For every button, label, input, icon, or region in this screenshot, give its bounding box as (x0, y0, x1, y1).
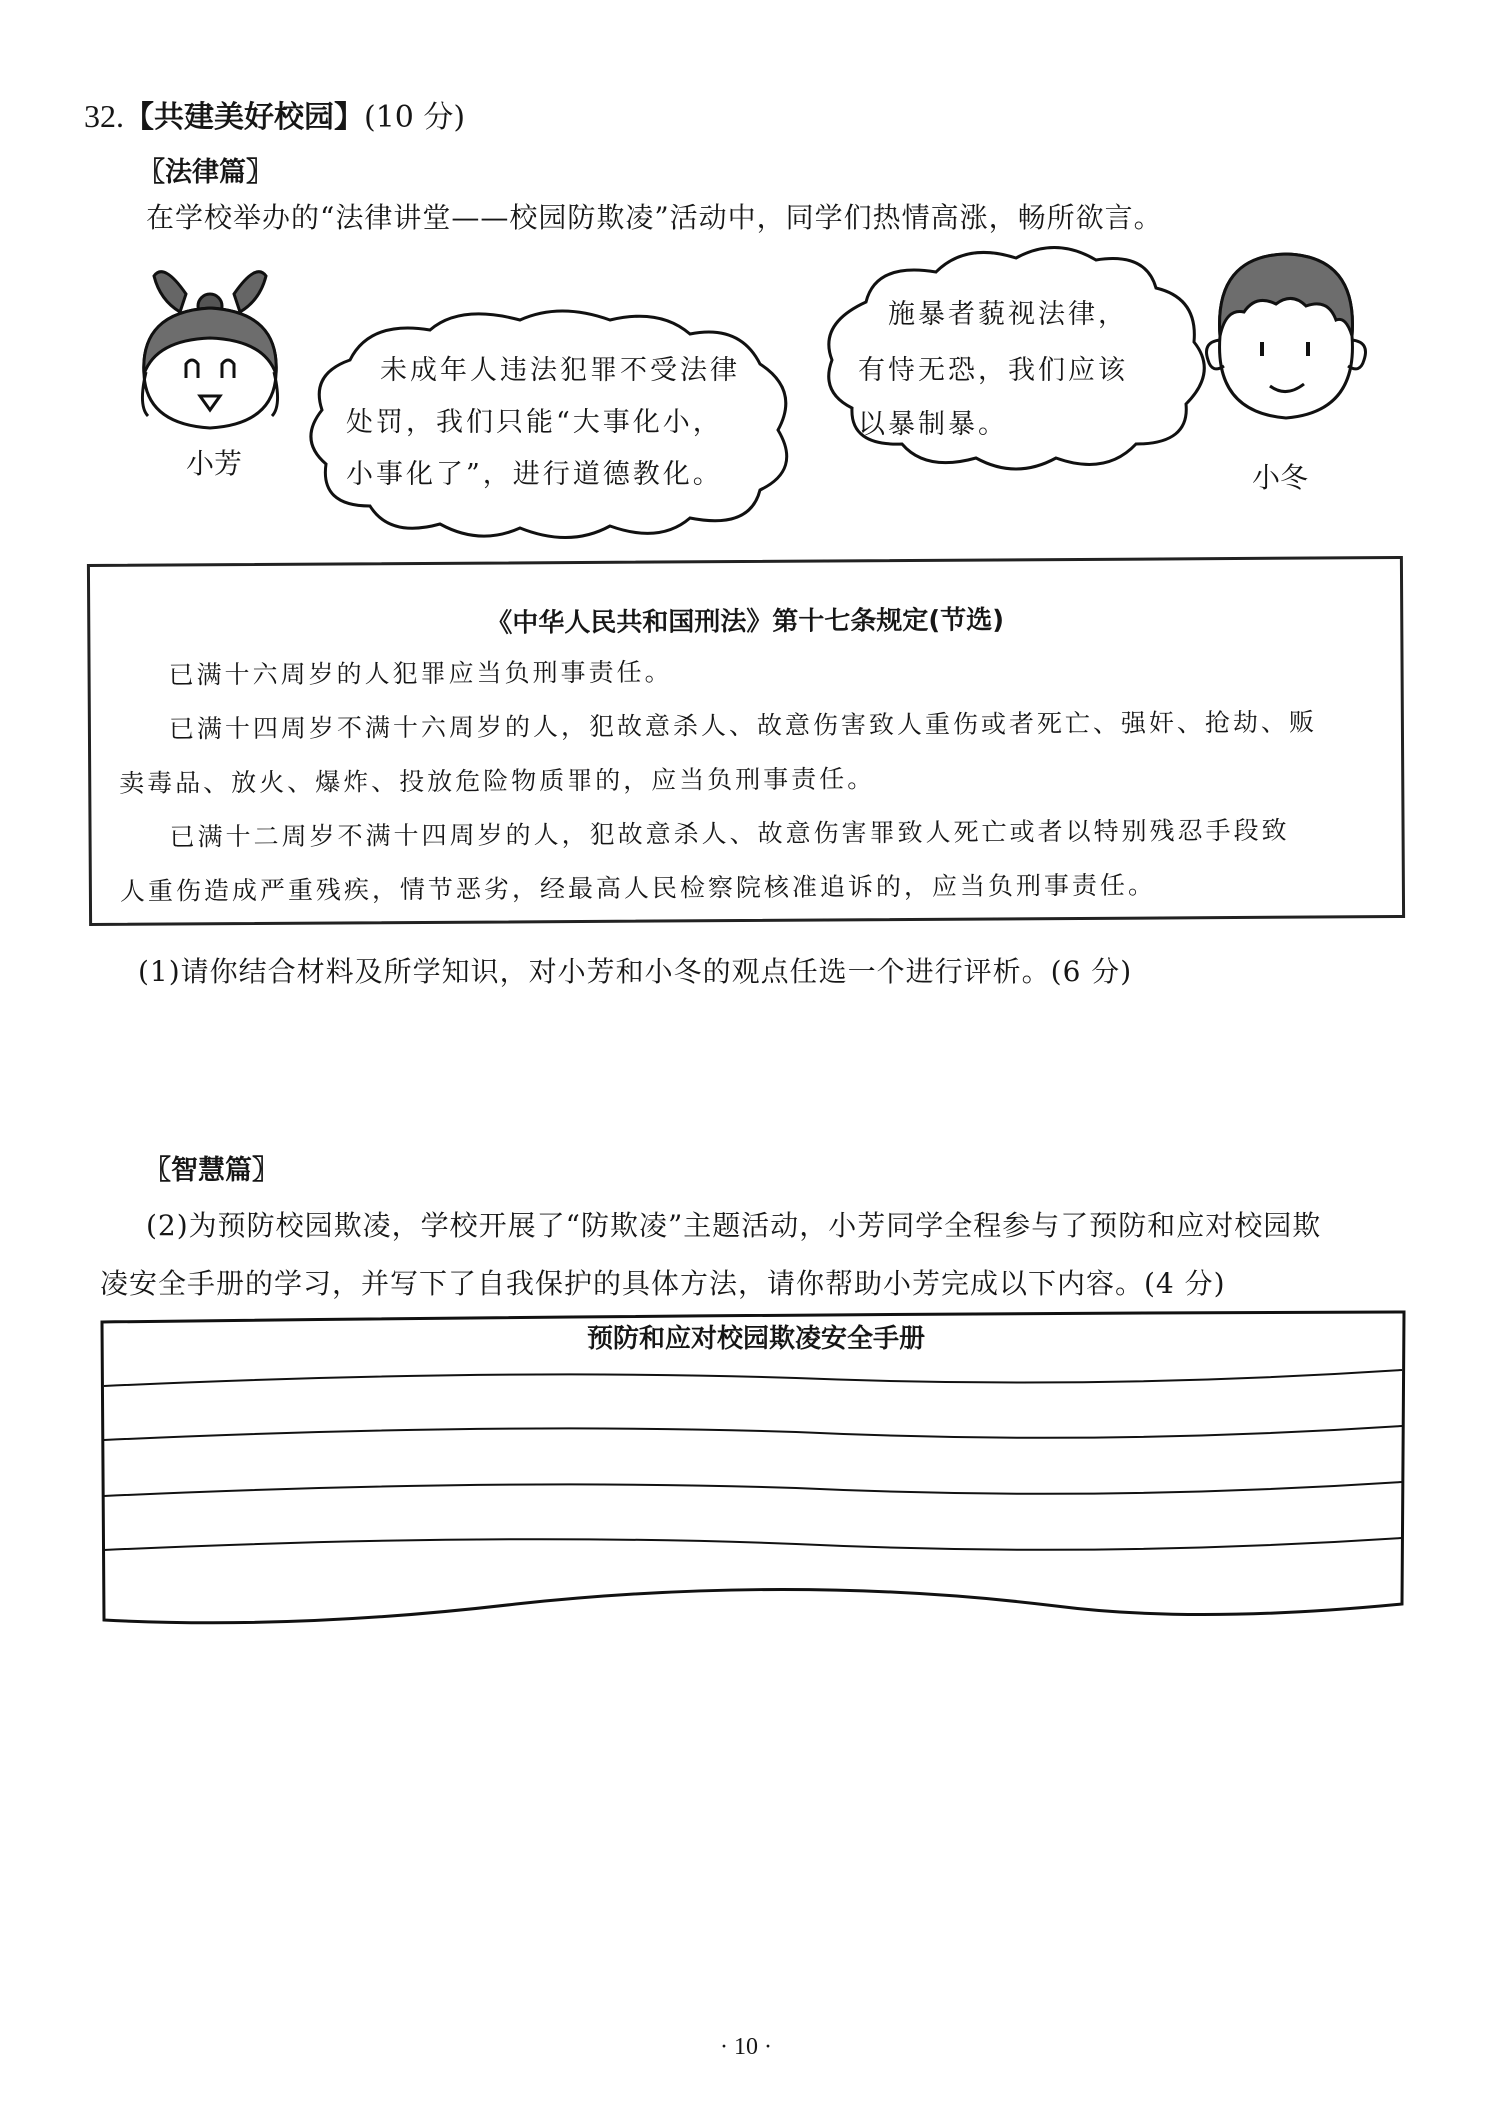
law-paragraph-2-line-2: 卖毒品、放火、爆炸、投放危险物质罪的，应当负刑事责任。 (119, 764, 876, 798)
sub-question-2-line-2: 凌安全手册的学习，并写下了自我保护的具体方法，请你帮助小芳完成以下内容。(4 分) (100, 1267, 1226, 1300)
wisdom-section-label: 〖智慧篇〗 (144, 1155, 279, 1186)
law-excerpt-title: 《中华人民共和国刑法》第十七条规定(节选) (486, 605, 1005, 639)
law-excerpt-box (87, 556, 1405, 926)
law-paragraph-2-line-1: 已满十四周岁不满十六周岁的人，犯故意杀人、故意伤害致人重伤或者死亡、强奸、抢劫、贩 (168, 707, 1317, 744)
xiaodong-name: 小冬 (1252, 461, 1309, 494)
xiaofang-speech-line-2: 处罚，我们只能“大事化小， (346, 407, 723, 438)
law-section-intro: 在学校举办的“法律讲堂——校园防欺凌”活动中，同学们热情高涨，畅所欲言。 (146, 201, 1163, 234)
xiaodong-speech-line-1: 施暴者藐视法律， (888, 299, 1128, 330)
law-paragraph-3-line-1: 已满十二周岁不满十四周岁的人，犯故意杀人、故意伤害罪致人死亡或者以特别残忍手段致 (169, 815, 1290, 852)
law-paragraph-1-line-1: 已满十六周岁的人犯罪应当负刑事责任。 (168, 657, 673, 690)
sub-question-1: (1)请你结合材料及所学知识，对小芳和小冬的观点任选一个进行评析。(6 分) (138, 955, 1133, 988)
page-number: · 10 · (720, 2034, 772, 2060)
law-paragraph-3 (119, 803, 1380, 919)
law-paragraph-2 (119, 695, 1380, 811)
law-section-label: 〖法律篇〗 (138, 157, 273, 188)
question-points: (10 分) (364, 100, 466, 135)
xiaodong-speech-line-2: 有恃无恐，我们应该 (858, 355, 1128, 386)
question-title: 【共建美好校园】 (124, 100, 364, 135)
xiaofang-speech-line-3: 小事化了”，进行道德教化。 (346, 459, 723, 490)
safety-manual-box (96, 1304, 1416, 1664)
law-paragraph-3-line-2: 人重伤造成严重残疾，情节恶劣，经最高人民检察院核准追诉的，应当负刑事责任。 (119, 870, 1156, 906)
question-number: 32. (84, 98, 124, 134)
xiaofang-name: 小芳 (186, 447, 243, 480)
sub-question-2-line-1: (2)为预防校园欺凌，学校开展了“防欺凌”主题活动，小芳同学全程参与了预防和应对校园欺 (146, 1209, 1322, 1242)
question-header (84, 92, 465, 136)
law-paragraph-1 (118, 641, 1378, 703)
xiaofang-speech-line-1: 未成年人违法犯罪不受法律 (380, 355, 740, 386)
safety-manual-title: 预防和应对校园欺凌安全手册 (586, 1324, 925, 1354)
xiaodong-speech-line-3: 以暴制暴。 (858, 409, 1008, 440)
xiaodong-avatar (1196, 236, 1376, 436)
xiaofang-avatar (124, 256, 294, 436)
